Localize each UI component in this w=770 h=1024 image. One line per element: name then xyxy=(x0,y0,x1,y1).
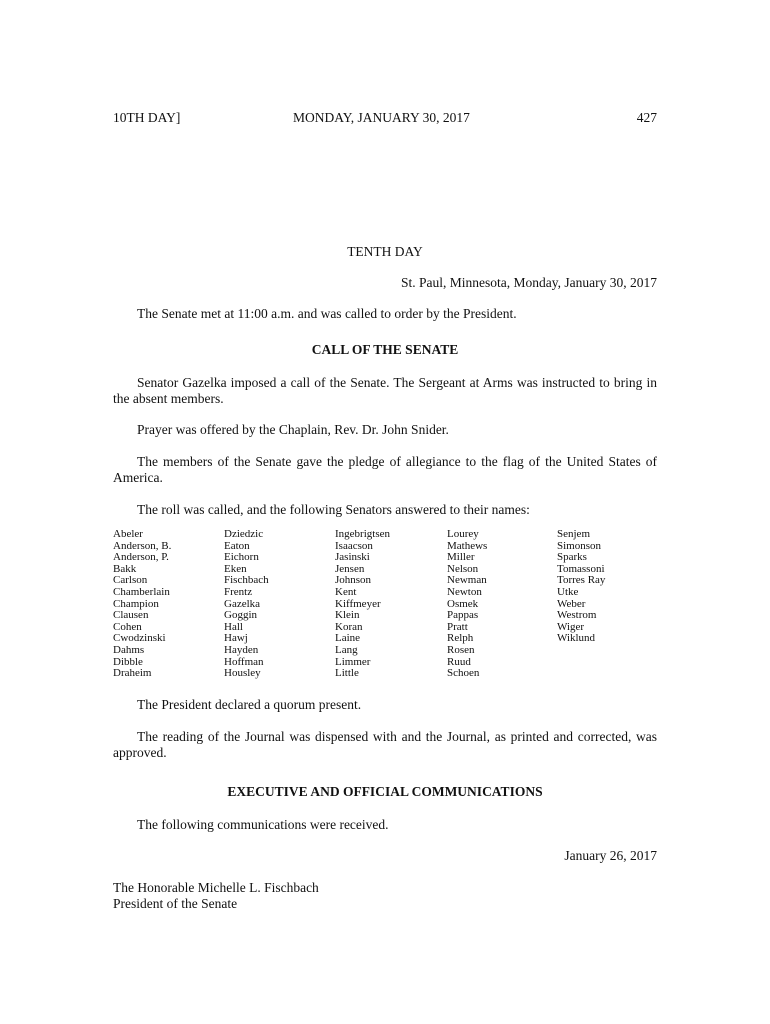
page-number: 427 xyxy=(636,110,657,125)
senator-name: Westrom xyxy=(557,609,597,622)
roll-column-3 xyxy=(335,529,390,680)
senator-name: Dibble xyxy=(113,655,143,668)
senator-name: Anderson, P. xyxy=(113,551,169,564)
senator-name: Dziedzic xyxy=(224,528,264,540)
senator-name: Anderson, B. xyxy=(113,539,172,552)
senator-name: Champion xyxy=(113,597,159,610)
senator-name: Simonson xyxy=(557,539,602,552)
paragraph-quorum: The President declared a quorum present. xyxy=(137,697,362,712)
senator-name: Pappas xyxy=(447,609,479,622)
senator-name: Wiklund xyxy=(557,632,596,645)
senator-name: Utke xyxy=(557,585,579,598)
senator-name: Clausen xyxy=(113,609,149,622)
senator-name: Kiffmeyer xyxy=(335,597,381,610)
senator-name: Little xyxy=(335,667,359,680)
senator-name: Hawj xyxy=(224,632,248,645)
senator-name: Chamberlain xyxy=(113,585,170,598)
senator-name: Rosen xyxy=(447,643,475,656)
senator-name: Ruud xyxy=(447,655,471,668)
location-date: St. Paul, Minnesota, Monday, January 30, 2017 xyxy=(401,275,657,290)
senator-name: Cohen xyxy=(113,620,142,633)
letter-date: January 26, 2017 xyxy=(564,848,657,863)
paragraph-journal: The reading of the Journal was dispensed with and the Journal, as printed and corrected, was approved. xyxy=(113,729,657,760)
senator-name: Johnson xyxy=(335,574,372,587)
senator-name: Dahms xyxy=(113,643,145,656)
senator-name: Cwodzinski xyxy=(113,632,166,645)
senator-name: Lourey xyxy=(447,528,479,540)
senator-name: Jensen xyxy=(335,562,365,575)
addressee-title: President of the Senate xyxy=(113,896,238,911)
roll-column-4 xyxy=(447,529,487,680)
section-heading-executive-communications: EXECUTIVE AND OFFICIAL COMMUNICATIONS xyxy=(227,784,543,799)
running-header-date: MONDAY, JANUARY 30, 2017 xyxy=(293,110,470,125)
paragraph-communications-received: The following communications were received. xyxy=(137,817,389,832)
senator-name: Senjem xyxy=(557,528,590,540)
roll-column-5 xyxy=(557,529,605,645)
senator-name: Weber xyxy=(557,597,586,610)
senator-name: Isaacson xyxy=(335,539,373,552)
senator-name: Carlson xyxy=(113,574,148,587)
section-heading-call-of-senate: CALL OF THE SENATE xyxy=(311,342,459,357)
senator-name: Wiger xyxy=(557,620,585,633)
senator-name: Goggin xyxy=(224,609,257,622)
senator-name: Tomassoni xyxy=(557,562,605,575)
paragraph-roll-call: The roll was called, and the following Senators answered to their names: xyxy=(137,502,530,517)
senator-name: Housley xyxy=(224,667,261,680)
senator-name: Jasinski xyxy=(335,551,370,564)
senator-name: Schoen xyxy=(447,667,480,680)
senator-name: Gazelka xyxy=(224,597,261,610)
paragraph-pledge: The members of the Senate gave the pledge of allegiance to the flag of the United States of America. xyxy=(113,454,657,485)
senator-name: Hall xyxy=(224,620,243,633)
senator-name: Sparks xyxy=(557,551,587,564)
senator-name: Klein xyxy=(335,609,360,622)
roll-column-2 xyxy=(224,529,269,680)
roll-column-1 xyxy=(113,529,171,680)
senator-name: Newman xyxy=(447,574,487,587)
senator-name: Ingebrigtsen xyxy=(335,528,390,540)
senator-name: Kent xyxy=(335,585,357,598)
paragraph-call: Senator Gazelka imposed a call of the Senate. The Sergeant at Arms was instructed to bring in the absent members. xyxy=(113,375,657,406)
senator-name: Laine xyxy=(335,632,361,645)
senator-name: Osmek xyxy=(447,597,479,610)
senator-name: Pratt xyxy=(447,620,468,633)
senator-name: Hayden xyxy=(224,643,259,656)
senator-name: Mathews xyxy=(447,539,488,552)
senator-name: Newton xyxy=(447,585,482,598)
senator-name: Eaton xyxy=(224,539,250,552)
senator-name: Limmer xyxy=(335,655,371,668)
senator-name: Torres Ray xyxy=(557,574,606,587)
senator-name: Koran xyxy=(335,620,363,633)
senator-name: Draheim xyxy=(113,667,152,680)
day-title: TENTH DAY xyxy=(347,244,423,259)
running-header-day: 10TH DAY] xyxy=(113,110,181,125)
senator-name: Fischbach xyxy=(224,574,269,587)
senator-name: Abeler xyxy=(113,528,143,540)
senator-name: Lang xyxy=(335,643,358,656)
senator-name: Bakk xyxy=(113,562,137,575)
senator-name: Hoffman xyxy=(224,655,264,668)
addressee-name: The Honorable Michelle L. Fischbach xyxy=(113,880,319,895)
paragraph-prayer: Prayer was offered by the Chaplain, Rev. Dr. John Snider. xyxy=(137,422,449,437)
senator-name: Nelson xyxy=(447,562,479,575)
senator-name: Eichorn xyxy=(224,551,259,564)
senator-name: Relph xyxy=(447,632,474,645)
senator-name: Eken xyxy=(224,562,247,575)
senator-name: Miller xyxy=(447,551,475,564)
senator-name: Frentz xyxy=(224,585,253,598)
paragraph-senate-met: The Senate met at 11:00 a.m. and was called to order by the President. xyxy=(137,306,517,321)
